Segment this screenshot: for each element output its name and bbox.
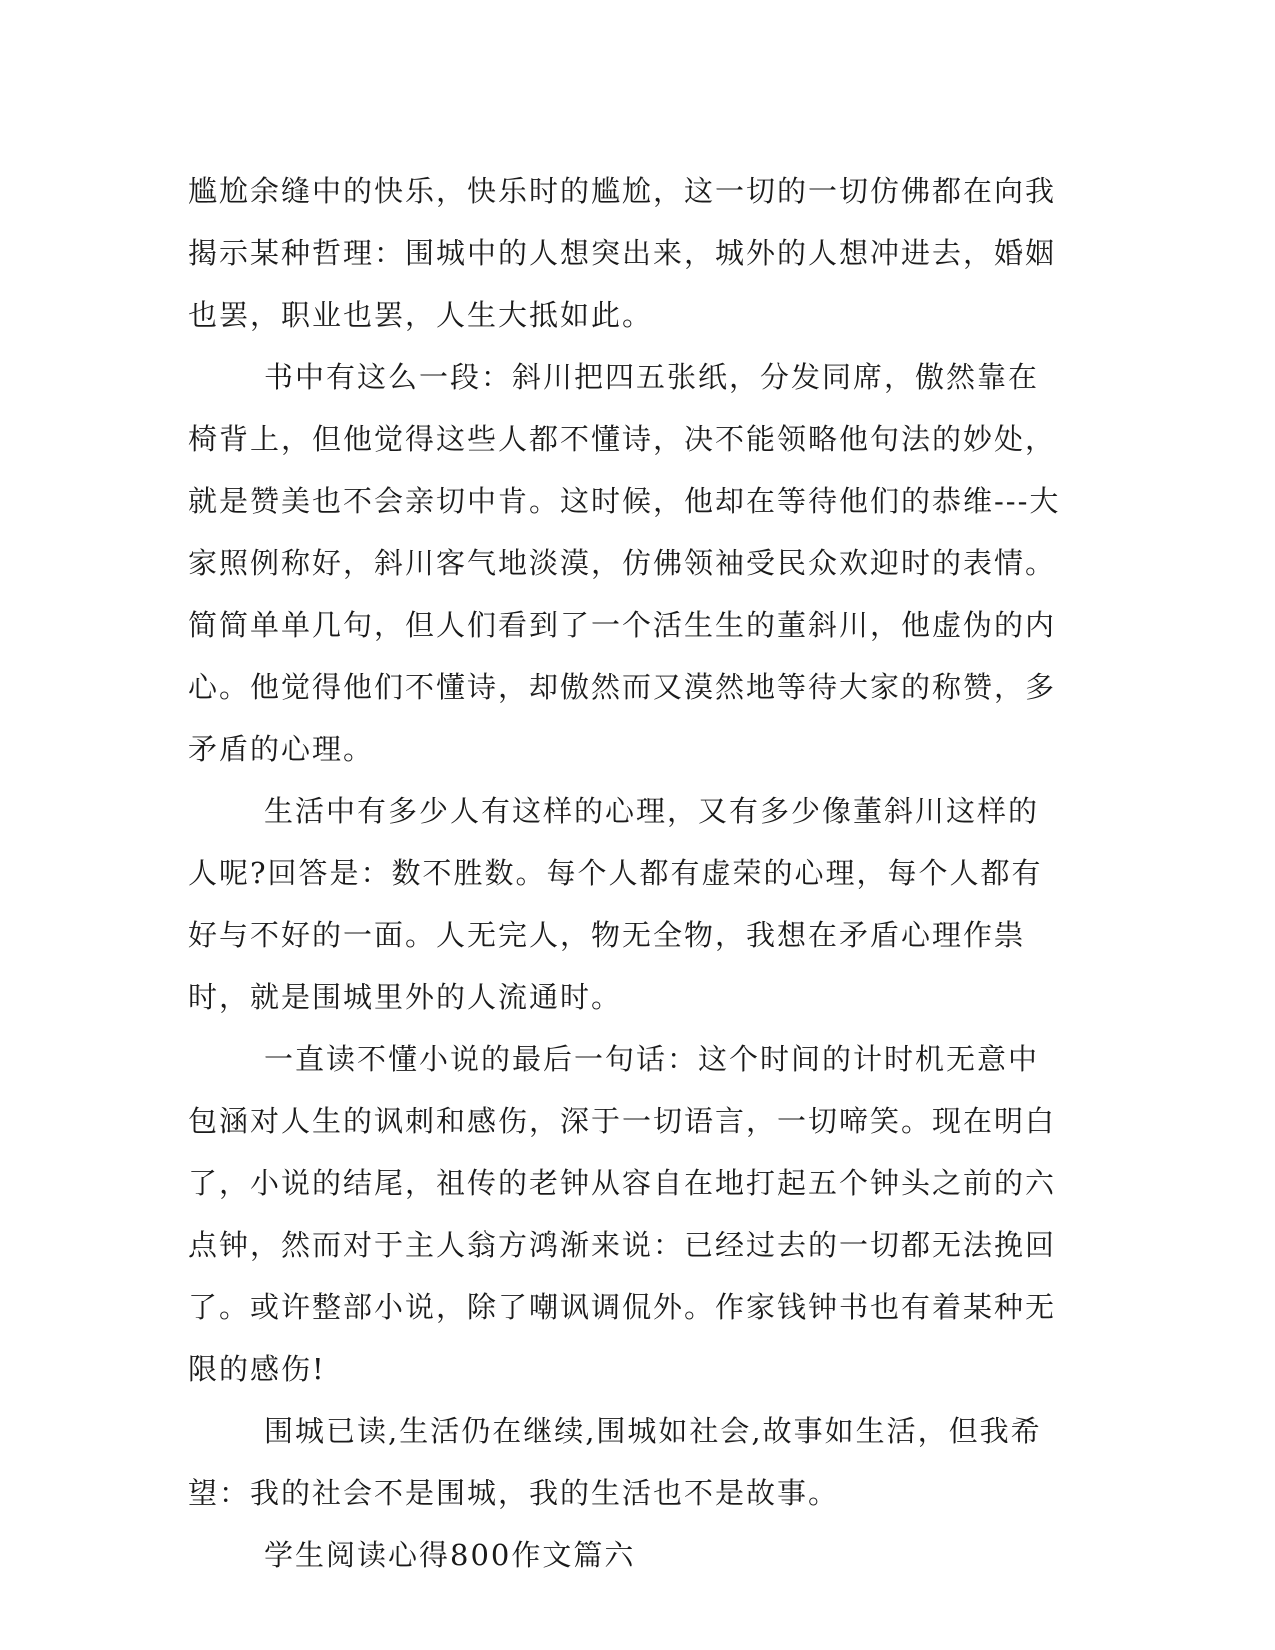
document-body <box>188 160 1068 1586</box>
paragraph: 围城已读,生活仍在继续,围城如社会,故事如生活，但我希望：我的社会不是围城，我的生活也不是故事。 <box>188 1414 1042 1510</box>
paragraph: 书中有这么一段：斜川把四五张纸，分发同席，傲然靠在椅背上，但他觉得这些人都不懂诗，决不能领略他句法的妙处，就是赞美也不会亲切中肯。这时候，他却在等待他们的恭维---大家照例称好，斜川客气地淡漠，仿佛领袖受民众欢迎时的表情。简简单单几句，但人们看到了一个活生生的董斜川，他虚伪的内心。他觉得他们不懂诗，却傲然而又漠然地等待大家的称赞，多矛盾的心理。 <box>188 360 1061 766</box>
paragraph: 一直读不懂小说的最后一句话：这个时间的计时机无意中包涵对人生的讽刺和感伤，深于一切语言，一切啼笑。现在明白了，小说的结尾，祖传的老钟从容自在地打起五个钟头之前的六点钟，然而对于主人翁方鸿渐来说：已经过去的一切都无法挽回了。或许整部小说，除了嘲讽调侃外。作家钱钟书也有着某种无限的感伤! <box>188 1042 1057 1386</box>
paragraph: 生活中有多少人有这样的心理，又有多少像董斜川这样的人呢?回答是：数不胜数。每个人都有虚荣的心理，每个人都有好与不好的一面。人无完人，物无全物，我想在矛盾心理作祟时，就是围城里外的人流通时。 <box>188 794 1043 1014</box>
section-heading: 学生阅读心得800作文篇六 <box>264 1538 636 1572</box>
paragraph: 尴尬余缝中的快乐，快乐时的尴尬，这一切的一切仿佛都在向我揭示某种哲理：围城中的人想突出来，城外的人想冲进去，婚姻也罢，职业也罢，人生大抵如此。 <box>188 174 1057 332</box>
